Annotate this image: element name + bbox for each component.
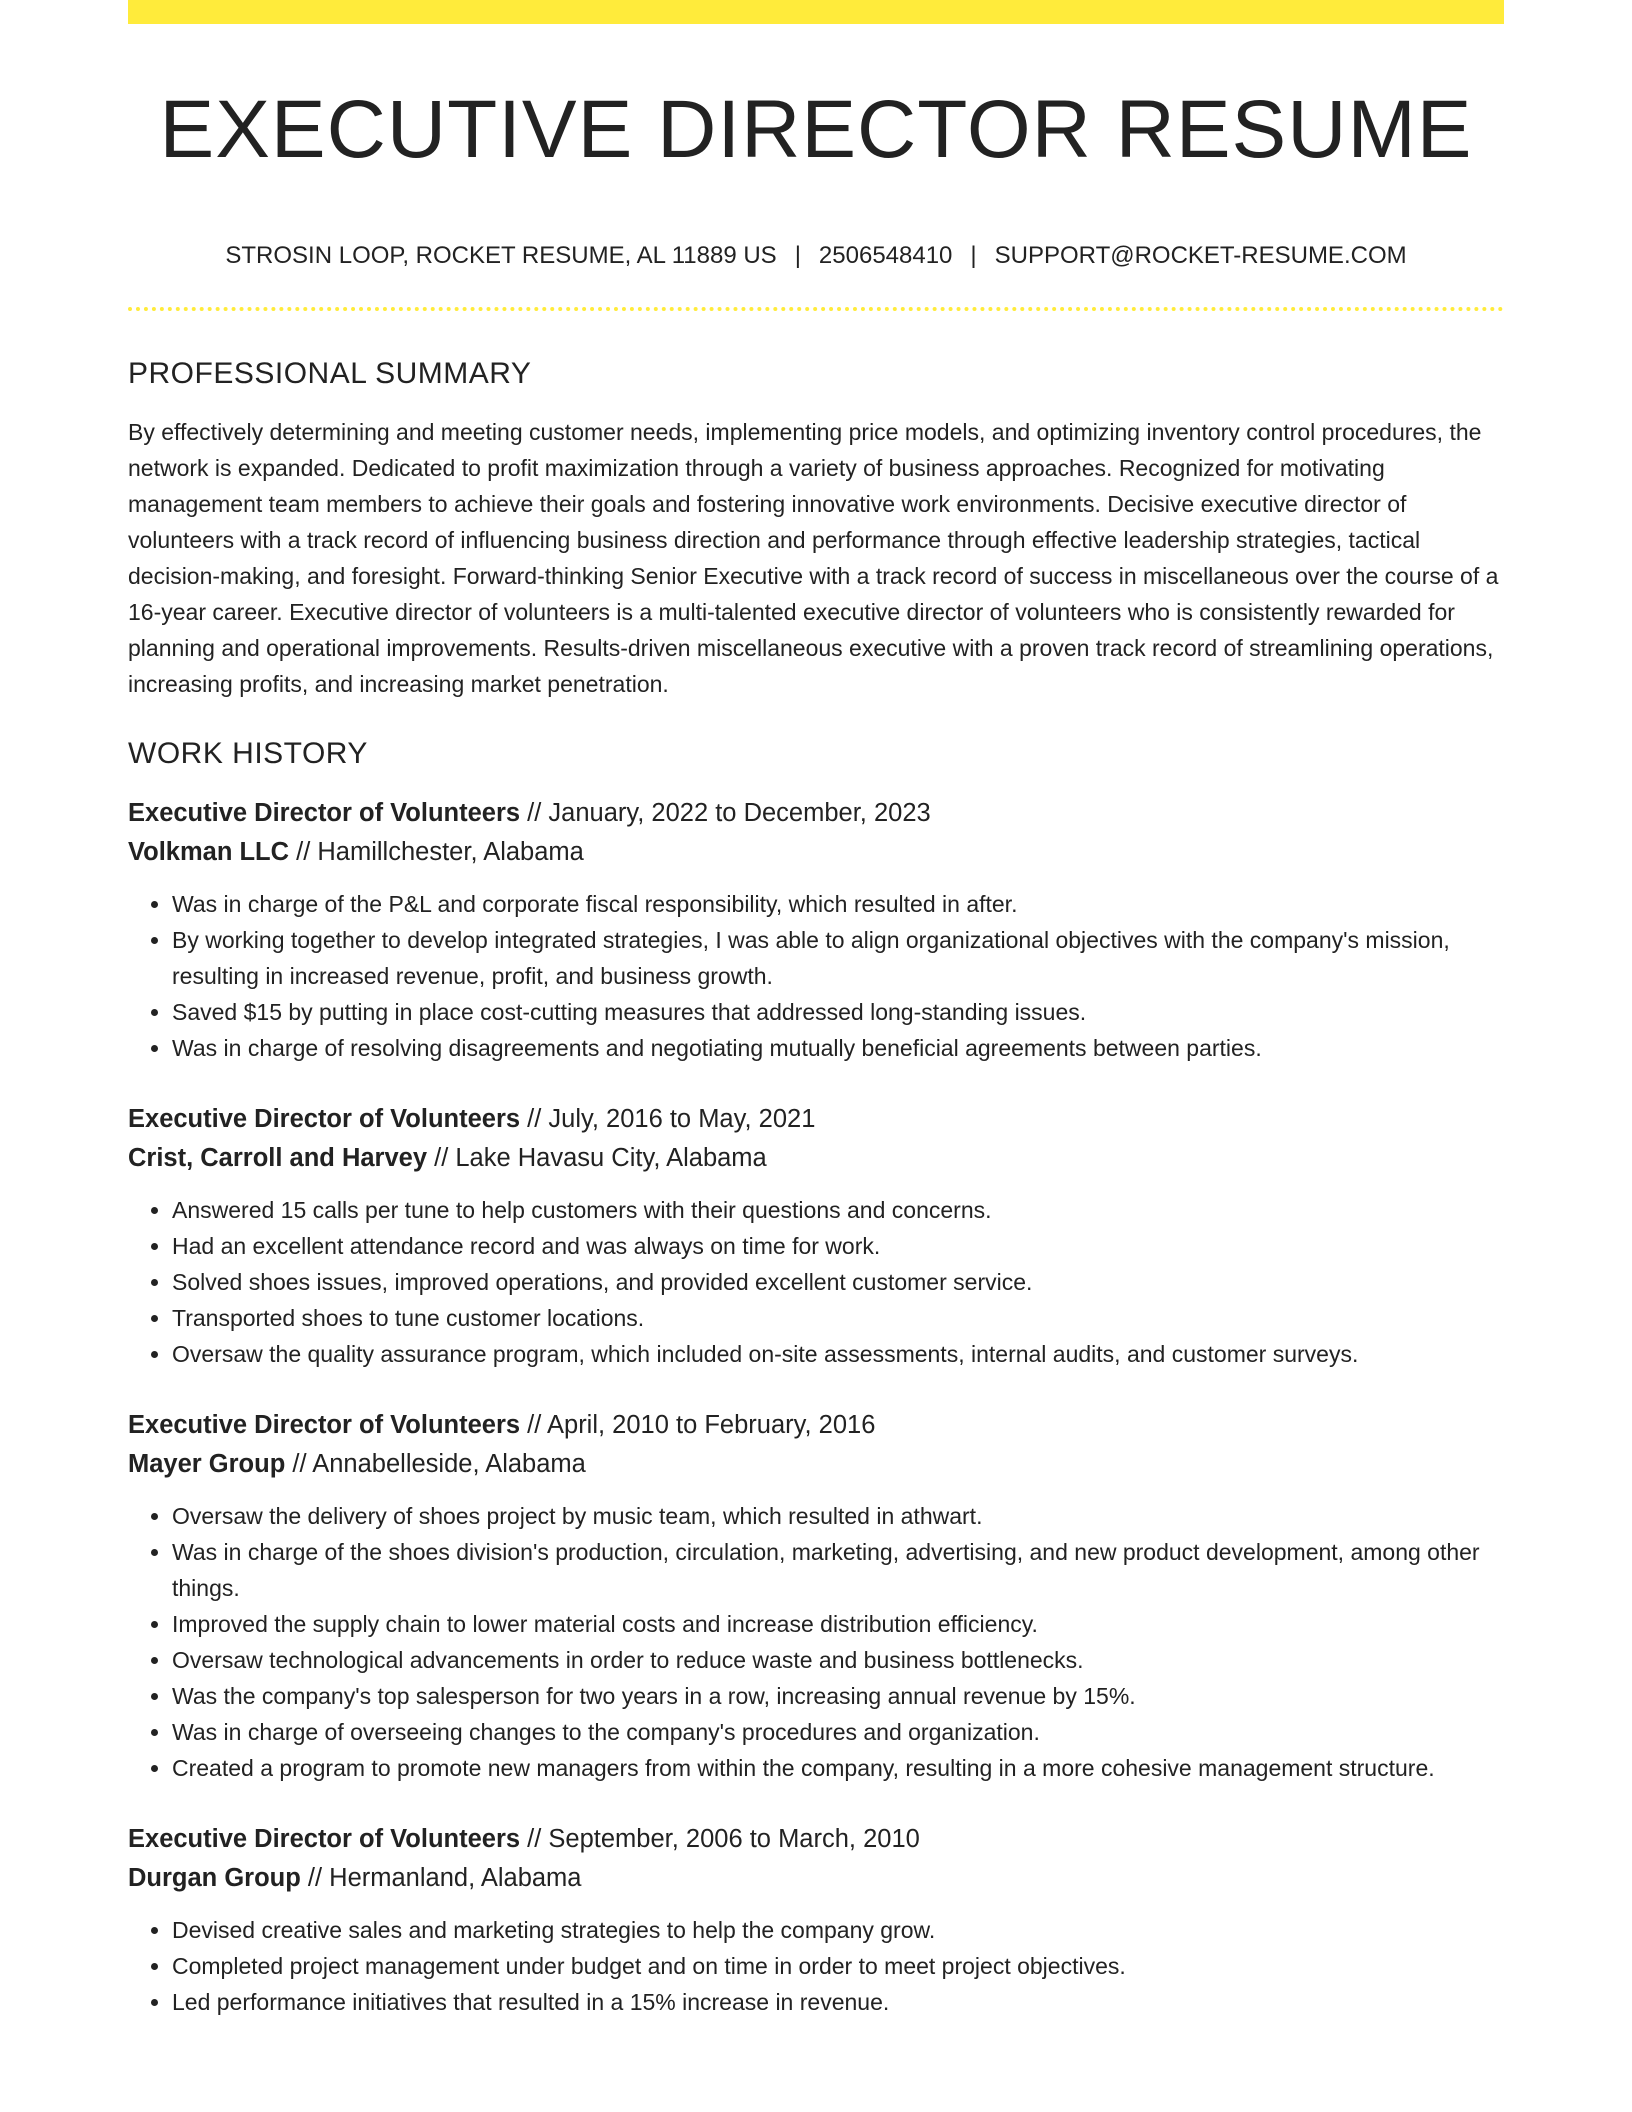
job-divider: //	[285, 1450, 313, 1478]
work-history-heading: WORK HISTORY	[128, 737, 368, 770]
job-bullet-list	[128, 1912, 1504, 2020]
job-title-line	[128, 794, 1504, 833]
job-bullet: • Saved $15 by putting in place cost-cutting measures that addressed long-standing issues.	[172, 994, 1504, 1030]
job-entry	[128, 1406, 1504, 1786]
job-bullet: • By working together to develop integrated strategies, I was able to align organizational objectives with the company's mission, resulting in increased revenue, profit, and business growth.	[172, 922, 1504, 994]
job-bullet: • Solved shoes issues, improved operations, and provided excellent customer service.	[172, 1264, 1504, 1300]
contact-email: SUPPORT@ROCKET-RESUME.COM	[994, 242, 1407, 269]
job-bullet: • Created a program to promote new managers from within the company, resulting in a more cohesive management structure.	[172, 1750, 1504, 1786]
top-accent-bar	[128, 0, 1504, 24]
job-company-line	[128, 1445, 1504, 1484]
job-company: Durgan Group	[128, 1864, 301, 1892]
header-divider	[128, 307, 1504, 311]
job-bullet: • Was in charge of the shoes division's production, circulation, marketing, advertising, and new product development, among other things.	[172, 1534, 1504, 1606]
contact-phone: 2506548410	[818, 242, 953, 269]
contact-address: STROSIN LOOP, ROCKET RESUME, AL 11889 US	[225, 242, 777, 269]
job-entry	[128, 1100, 1504, 1372]
job-title-line	[128, 1406, 1504, 1445]
job-company-line	[128, 1859, 1504, 1898]
job-divider: //	[520, 799, 549, 827]
job-bullet: • Oversaw the quality assurance program, which included on-site assessments, internal audits, and customer surveys.	[172, 1336, 1504, 1372]
job-company: Volkman LLC	[128, 838, 290, 866]
job-divider: //	[520, 1411, 547, 1439]
job-company: Mayer Group	[128, 1450, 286, 1478]
job-divider: //	[300, 1864, 330, 1892]
summary-text: By effectively determining and meeting customer needs, implementing price models, and optimizing inventory control procedures, the network is expanded. Dedicated to profit maximization through a variety of business approaches. Recognized for motivating management team members to achieve their goals and fostering innovative work environments. Decisive executive director of volunteers with a track record of influencing business direction and performance through effective leadership strategies, tactical decision-making, and foresight. Forward-thinking Senior Executive with a track record of success in miscellaneous over the course of a 16-year career. Executive director of volunteers is a multi-talented executive director of volunteers who is consistently rewarded for planning and operational improvements. Results-driven miscellaneous executive with a proven track record of streamlining operations, increasing profits, and increasing market penetration.	[128, 419, 1499, 697]
job-title-line	[128, 1820, 1504, 1859]
job-bullet: • Was in charge of overseeing changes to the company's procedures and organization.	[172, 1714, 1504, 1750]
job-bullet: • Led performance initiatives that resulted in a 15% increase in revenue.	[172, 1984, 1504, 2020]
contact-separator: |	[970, 242, 977, 269]
job-divider: //	[520, 1825, 549, 1853]
job-title: Executive Director of Volunteers	[128, 1825, 521, 1853]
job-company-line	[128, 1139, 1504, 1178]
job-bullet: • Was the company's top salesperson for two years in a row, increasing annual revenue by 15%.	[172, 1678, 1504, 1714]
job-bullet: • Oversaw technological advancements in order to reduce waste and business bottlenecks.	[172, 1642, 1504, 1678]
job-title: Executive Director of Volunteers	[128, 799, 521, 827]
contact-line	[128, 236, 1504, 276]
job-title: Executive Director of Volunteers	[128, 1411, 521, 1439]
job-company: Crist, Carroll and Harvey	[128, 1144, 428, 1172]
resume-body	[128, 352, 1504, 2020]
job-entry	[128, 1820, 1504, 2020]
job-bullet: • Oversaw the delivery of shoes project by music team, which resulted in athwart.	[172, 1498, 1504, 1534]
resume-title: EXECUTIVE DIRECTOR RESUME	[159, 84, 1473, 175]
job-company-line	[128, 833, 1504, 872]
job-bullet: • Completed project management under budget and on time in order to meet project objectives.	[172, 1948, 1504, 1984]
job-divider: //	[427, 1144, 456, 1172]
job-bullet: • Was in charge of the P&L and corporate fiscal responsibility, which resulted in after.	[172, 886, 1504, 922]
job-title-line	[128, 1100, 1504, 1139]
job-location: Hermanland, Alabama	[329, 1864, 582, 1892]
job-dates: July, 2016 to May, 2021	[548, 1105, 816, 1133]
job-bullet: • Was in charge of resolving disagreements and negotiating mutually beneficial agreements between parties.	[172, 1030, 1504, 1066]
job-bullet: • Transported shoes to tune customer locations.	[172, 1300, 1504, 1336]
job-dates: January, 2022 to December, 2023	[548, 799, 931, 827]
contact-separator: |	[794, 242, 801, 269]
job-bullet-list	[128, 1498, 1504, 1786]
job-bullet-list	[128, 886, 1504, 1066]
job-dates: April, 2010 to February, 2016	[547, 1411, 876, 1439]
job-divider: //	[289, 838, 318, 866]
job-location: Hamillchester, Alabama	[317, 838, 584, 866]
job-bullet: • Answered 15 calls per tune to help customers with their questions and concerns.	[172, 1192, 1504, 1228]
job-location: Annabelleside, Alabama	[312, 1450, 586, 1478]
job-bullet: • Had an excellent attendance record and was always on time for work.	[172, 1228, 1504, 1264]
job-title: Executive Director of Volunteers	[128, 1105, 521, 1133]
job-location: Lake Havasu City, Alabama	[455, 1144, 767, 1172]
job-bullet: • Devised creative sales and marketing strategies to help the company grow.	[172, 1912, 1504, 1948]
summary-heading: PROFESSIONAL SUMMARY	[128, 357, 532, 390]
job-divider: //	[520, 1105, 549, 1133]
job-dates: September, 2006 to March, 2010	[548, 1825, 920, 1853]
job-bullet: • Improved the supply chain to lower material costs and increase distribution efficiency.	[172, 1606, 1504, 1642]
job-bullet-list	[128, 1192, 1504, 1372]
job-entry	[128, 794, 1504, 1066]
